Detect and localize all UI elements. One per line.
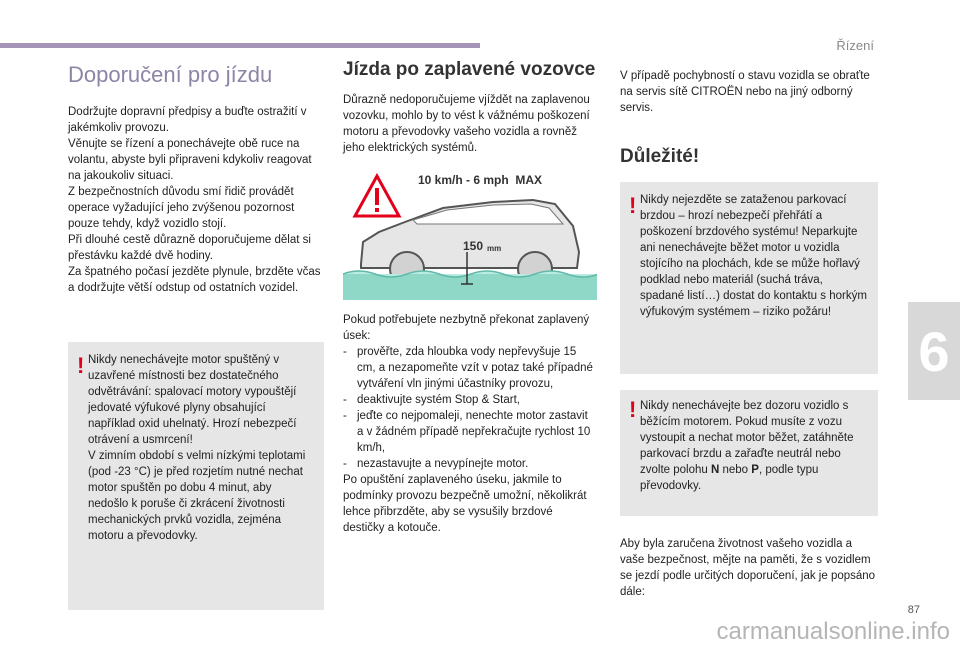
driving-tips-text [68,104,324,296]
warning-exclamation-icon: ! [77,353,85,378]
paragraph: Při dlouhé cestě důrazně doporučujeme dělat si přestávku každé dvě hodiny. [68,234,311,262]
section-title-flooded-road: Jízda po zaplavené vozovce [343,59,596,80]
paragraph: Aby byla zaručena životnost vašeho vozidla a vaše bezpečnost, mějte na paměti, že s vozidlem se jezdí podle určitých doporučení, jak je popsáno dále: [620,538,876,598]
list-item: - nezastavujte a nevypínejte motor. [343,458,529,470]
paragraph: Dodržujte dopravní předpisy a buďte ostražití v jakémkoliv provozu. [68,106,307,134]
watermark: carmanualsonline.info [716,618,950,645]
page-number: 87 [907,604,920,616]
section-title-driving-tips: Doporučení pro jízdu [68,62,273,87]
list-item: - prověřte, zda hloubka vody nepřevyšuje 15 cm, a nezapomeňte vzít v potaz také případné vytváření vln jinými účastníky provozu, [343,346,593,390]
flooded-road-instructions [343,312,597,536]
warning-box-engine-enclosed [68,342,324,610]
speed-limit-label: 10 km/h - 6 mph MAX [418,173,543,187]
paragraph: Pokud potřebujete nezbytně překonat zaplavený úsek: [343,314,590,342]
column-2 [343,60,597,536]
water-depth-unit: mm [487,244,502,253]
chapter-name: Řízení [836,38,874,53]
column-1 [68,60,324,610]
water-depth-value: 150 [463,239,484,253]
paragraph: V případě pochybností o stavu vozidla se obraťte na servis sítě CITROËN nebo na jiný odborný servis. [620,70,870,114]
list-item: - jeďte co nejpomaleji, nenechte motor zastavit a v žádném případě nepřekračujte rychlost 10 km/h, [343,410,591,454]
water-area [343,274,597,300]
paragraph: Po opuštění zaplaveného úseku, jakmile to podmínky provozu bezpečně umožní, několikrát lehce přibrzděte, aby se vysušily brzdové destičky a kotouče. [343,474,587,534]
paragraph: Z bezpečnostních důvodu smí řidič provádět operace vyžadující jeho zvýšenou pozornost pouze tehdy, když vozidlo stojí. [68,186,295,230]
paragraph: Věnujte se řízení a ponechávejte obě ruce na volantu, abyste byli připraveni kdykoliv reagovat na jakoukoliv situaci. [68,138,312,182]
warning-text: Nikdy nenechávejte motor spuštěný v uzavřené místnosti bez dostatečného odvětrávání: spalovací motory vypouštějí jedovaté výfukové plyny obsahující například oxid uhelnatý. Hrozí nebezpečí otrávení a usmrcení! [88,354,297,446]
warning-exclamation-icon: ! [629,193,637,218]
flood-diagram [343,172,597,300]
paragraph: Důrazně nedoporučujeme vjíždět na zaplavenou vozovku, mohlo by to vést k vážnému poškození motoru a převodovky vašeho vozidla a rovněž jeho elektrických systémů. [343,94,590,154]
list-item: - deaktivujte systém Stop & Start, [343,394,520,406]
warning-exclamation-icon: ! [629,397,637,422]
warning-triangle-icon [355,176,399,216]
warning-text: Nikdy nenechávejte bez dozoru vozidlo s běžícím motorem. Pokud musíte z vozu vystoupit a nechat motor běžet, zatáhněte parkovací brzdu a zařaďte neutrál nebo zvolte polohu N nebo P, podle typu převodovky. [640,400,854,492]
warning-box-parking-brake [620,182,878,374]
header-bar [0,43,480,48]
section-title-important: Důležité! [620,146,700,167]
warning-box-running-engine [620,390,878,516]
warning-text: Nikdy nejezděte se zataženou parkovací brzdou – hrozí nebezpečí přehřátí a poškození brzdového systému! Neparkujte ani nenechávejte běžet motor u vozidla stojícího na plochách, kde se může hořlavý podklad nebo materiál (suchá tráva, spadané listí…) dostat do kontaktu s horkým výfukovým systémem – riziko požáru! [640,194,867,318]
column-3 [620,68,878,600]
warning-text: V zimním období s velmi nízkými teplotami (pod -23 °C) je před rozjetím nutné nechat motor spuštěn po dobu 4 minut, aby nedošlo k poruše či zkrácení životnosti mechanických prvků vozidla, zejména motoru a převodovky. [88,450,306,542]
paragraph: Za špatného počasí jezděte plynule, brzděte včas a dodržujte větší odstup od ostatních vozidel. [68,266,321,294]
car-in-water-illustration [343,172,597,300]
chapter-number: 6 [918,319,950,383]
